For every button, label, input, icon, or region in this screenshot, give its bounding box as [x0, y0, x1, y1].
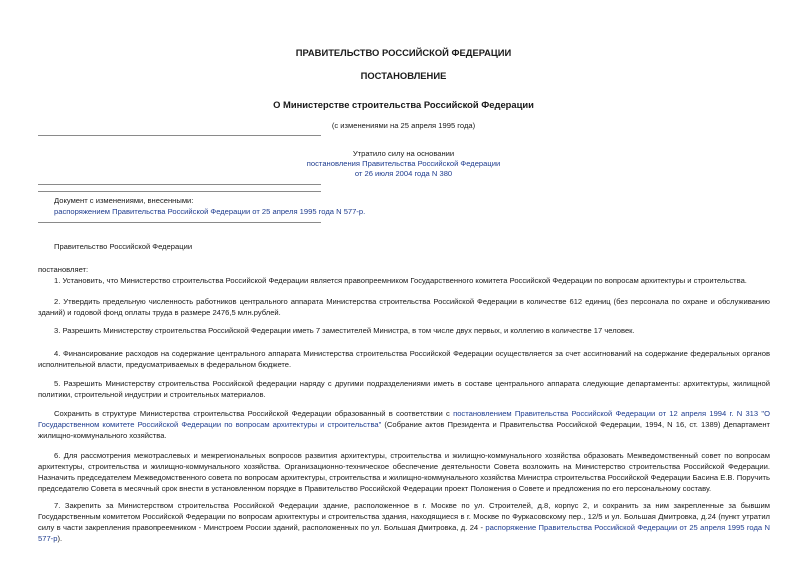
- divider: [38, 184, 321, 185]
- changes-label: Документ с изменениями, внесенными:: [54, 196, 194, 205]
- paragraph-8: [38, 500, 770, 544]
- decree-313-link[interactable]: постановлением Правительства Российской Федерации от 12 апреля 1994 г. N 313 "О Государственном комитете Российской Федерации по вопросам архитектуры и строительства": [38, 409, 770, 429]
- paragraph-8-text: 7. Закрепить за Министерством строительства Российской Федерации здание, расположенное в г. Москве по ул. Строителей, д.8, корпус 2, и сохранить за ним закрепленные за бывшим Государственным комитетом Российской Федерации по вопросам архитектуры и строительства здания, находящиеся в г. Москве по Фуркасовскому пер., 12/5 и ул. Большая Дмитровка, д.24 (пункт утратил силу в части закрепления правопреемником - Минстроем России зданий, расположенных по ул. Большая Дмитровка, д. 24 -: [38, 501, 770, 532]
- edition-note: (с изменениями на 25 апреля 1995 года): [331, 121, 476, 130]
- divider: [38, 191, 321, 192]
- paragraph-6: [38, 408, 770, 441]
- document-type: ПОСТАНОВЛЕНИЕ: [360, 70, 447, 81]
- paragraph-3: 3. Разрешить Министерству строительства Российской Федерации иметь 7 заместителей Министра, в том числе двух первых, и коллегию в количестве 17 человек.: [54, 326, 635, 335]
- changes-link[interactable]: распоряжением Правительства Российской Федерации от 25 апреля 1995 года N 577-р.: [54, 207, 366, 216]
- paragraph-1: 1. Установить, что Министерство строительства Российской Федерации является правопреемником Государственного комитета Российской Федерации по вопросам архитектуры и строительства.: [54, 276, 747, 285]
- government-heading: ПРАВИТЕЛЬСТВО РОССИЙСКОЙ ФЕДЕРАЦИИ: [295, 47, 512, 58]
- paragraph-4: 4. Финансирование расходов на содержание центрального аппарата Министерства строительства Российской Федерации осуществляется за счет ассигнований на содержание федеральных органов исполнительной власти, предусматриваемых в федеральном бюджете.: [38, 349, 770, 369]
- document-title: О Министерстве строительства Российской Федерации: [273, 99, 534, 110]
- paragraph-7: 6. Для рассмотрения межотраслевых и межрегиональных вопросов развития архитектуры, строительства и жилищно-коммунального хозяйства образовать Межведомственный совет по вопросам архитектуры, строительства и жилищно-коммунального хозяйства. Организационно-техническое обеспечение деятельности Совета возложить на Министерство строительства Российской Федерации. Назначить председателем Межведомственного совета по вопросам архитектуры, строительства и жилищно-коммунального хозяйства Министра строительства Российской Федерации Басина Е.В. Поручить председателю Совета в месячный срок внести в установленном порядке в Правительство Российской Федерации проект Положения о Совете и предложения по его персональному составу.: [38, 451, 770, 493]
- issuer: Правительство Российской Федерации: [54, 242, 193, 251]
- paragraph-8-tail: ).: [57, 534, 63, 543]
- decrees: постановляет:: [38, 265, 89, 274]
- divider: [38, 135, 321, 136]
- paragraph-6-text: Сохранить в структуре Министерства строительства Российской Федерации образованный в соответствии с: [54, 409, 450, 418]
- divider: [38, 222, 321, 223]
- repeal-link-1[interactable]: постановления Правительства Российской Федерации: [306, 159, 501, 168]
- paragraph-5: 5. Разрешить Министерству строительства Российской федерации наряду с другими подразделениями иметь в составе центрального аппарата следующие департаменты: архитектуры, жилищной политики, строительной индустрии и строительных материалов.: [38, 379, 770, 399]
- paragraph-6-text: (Собрание актов Президента и Правительства Российской Федерации, 1994, N 16, ст. 1389) Департамент жилищно-коммунального хозяйства.: [38, 420, 770, 440]
- repeal-link-2[interactable]: от 26 июля 2004 года N 380: [354, 169, 453, 178]
- order-577-link[interactable]: распоряжение Правительства Российской Федерации от 25 апреля 1995 года N 577-р: [38, 523, 770, 543]
- status-line: Утратило силу на основании: [352, 149, 455, 158]
- paragraph-2: 2. Утвердить предельную численность работников центрального аппарата Министерства строительства Российской Федерации в количестве 612 единиц (без персонала по охране и обслуживанию зданий) и годовой фонд оплаты труда в размере 2476,5 млн.рублей.: [38, 297, 770, 317]
